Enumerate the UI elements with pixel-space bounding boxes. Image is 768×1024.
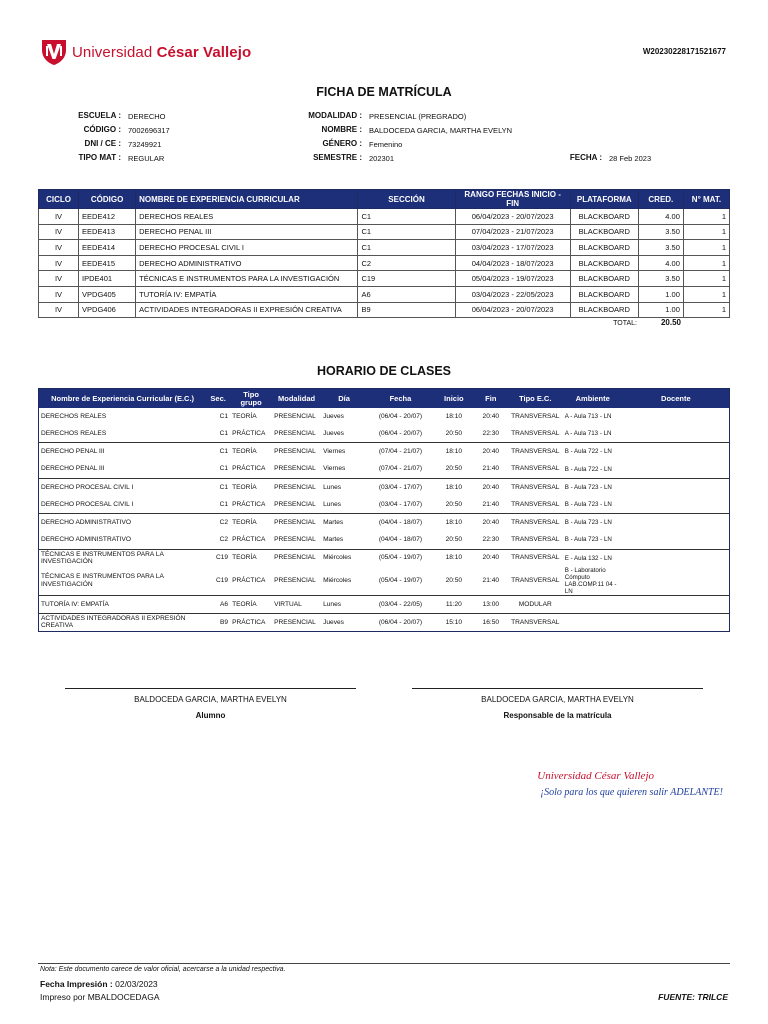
schedule-col-header: Inicio [434, 389, 474, 409]
enrollment-cell: TÉCNICAS E INSTRUMENTOS PARA LA INVESTIGACIÓN [136, 271, 358, 287]
schedule-table [38, 388, 730, 632]
schedule-cell: (05/04 - 19/07) [367, 549, 434, 567]
schedule-cell: MODULAR [508, 595, 563, 613]
schedule-cell: Miércoles [321, 549, 367, 567]
enrollment-cell: 06/04/2023 - 20/07/2023 [455, 209, 570, 225]
enrollment-cell: DERECHO PENAL III [136, 224, 358, 240]
schedule-cell: TRANSVERSAL [511, 465, 560, 473]
fecha-label: FECHA : [569, 153, 602, 162]
enrollment-cell: C2 [358, 255, 455, 271]
schedule-cell: PRÁCTICA [232, 576, 266, 584]
schedule-cell: TRANSVERSAL [508, 514, 563, 532]
schedule-cell: 11:20 [434, 595, 474, 613]
schedule-cell: Lunes [323, 500, 342, 508]
schedule-col-header: Sec. [206, 389, 230, 409]
enrollment-cell: IV [39, 302, 79, 318]
schedule-col-header: Tipo E.C. [508, 389, 563, 409]
schedule-cell: TÉCNICAS E INSTRUMENTOS PARA LA INVESTIGACIÓN [41, 573, 164, 588]
schedule-cell: 20:50 [445, 536, 463, 544]
enrollment-col-header: CRED. [638, 190, 683, 209]
schedule-cell: PRESENCIAL [272, 549, 321, 567]
schedule-col-header: Nombre de Experiencia Curricular (E.C.) [39, 389, 207, 409]
schedule-row [39, 478, 730, 496]
schedule-cell [623, 496, 730, 514]
schedule-cell: (07/04 - 21/07) [378, 465, 423, 473]
enrollment-cell: 1 [683, 302, 729, 318]
schedule-cell: C1 [206, 443, 230, 461]
schedule-cell: TRANSVERSAL [511, 536, 560, 544]
enrollment-row [39, 255, 730, 271]
schedule-cell: C19 [216, 576, 229, 584]
nombre-label: NOMBRE : [321, 125, 362, 134]
enrollment-cell: 3.50 [638, 224, 683, 240]
student-signature-role: Alumno [195, 711, 226, 720]
schedule-cell [623, 595, 730, 613]
schedule-cell: Jueves [323, 412, 344, 420]
responsible-signature-line [412, 688, 703, 689]
enrollment-cell: 1 [683, 286, 729, 302]
enrollment-cell: BLACKBOARD [570, 286, 638, 302]
genero-label: GÉNERO : [322, 139, 362, 148]
schedule-body [39, 408, 730, 632]
schedule-col-header: Día [321, 389, 367, 409]
schedule-cell: DERECHO PENAL III [41, 465, 105, 473]
schedule-cell: ACTIVIDADES INTEGRADORAS II EXPRESIÓN CREATIVA [39, 613, 207, 631]
schedule-cell: TEORÍA [230, 549, 272, 567]
enrollment-row [39, 271, 730, 287]
schedule-cell: 20:40 [474, 549, 508, 567]
enrollment-col-header: PLATAFORMA [570, 190, 638, 209]
schedule-cell [623, 567, 730, 596]
schedule-row [39, 567, 730, 596]
schedule-row [39, 425, 730, 443]
schedule-cell: Miércoles [323, 576, 352, 584]
schedule-cell: (06/04 - 20/07) [378, 412, 423, 420]
schedule-cell: B - Aula 723 - LN [563, 478, 623, 496]
genero-value: Femenino [369, 140, 403, 149]
schedule-cell: PRESENCIAL [274, 536, 316, 544]
university-slogan: ¡Solo para los que quieren salir ADELANTE! [540, 787, 723, 798]
schedule-cell: A - Aula 713 - LN [564, 430, 612, 438]
schedule-cell: PRÁCTICA [230, 613, 272, 631]
schedule-cell: 21:40 [482, 576, 500, 584]
schedule-cell: DERECHOS REALES [41, 430, 107, 438]
schedule-cell: 20:40 [474, 443, 508, 461]
enrollment-cell: 1.00 [638, 286, 683, 302]
print-date-value: 02/03/2023 [112, 979, 158, 989]
schedule-cell: B - Aula 723 - LN [563, 514, 623, 532]
enrollment-cell: 03/04/2023 - 22/05/2023 [455, 286, 570, 302]
schedule-cell: C1 [206, 478, 230, 496]
enrollment-cell: EEDE415 [79, 255, 136, 271]
enrollment-cell: 1.00 [638, 302, 683, 318]
schedule-cell: TRANSVERSAL [511, 500, 560, 508]
schedule-cell: PRESENCIAL [274, 576, 316, 584]
schedule-cell: TÉCNICAS E INSTRUMENTOS PARA LA INVESTIGACIÓN [39, 549, 207, 567]
student-signature-name: BALDOCEDA GARCIA, MARTHA EVELYN [134, 695, 287, 704]
enrollment-cell: 03/04/2023 - 17/07/2023 [455, 240, 570, 256]
enrollment-cell: IV [39, 255, 79, 271]
schedule-cell: (03/04 - 17/07) [367, 478, 434, 496]
schedule-cell: 13:00 [474, 595, 508, 613]
schedule-cell: 22:30 [482, 536, 500, 544]
schedule-cell: TEORÍA [230, 478, 272, 496]
enrollment-cell: 05/04/2023 - 19/07/2023 [455, 271, 570, 287]
enrollment-cell: 3.50 [638, 271, 683, 287]
schedule-cell: B - Aula 722 - LN [563, 443, 623, 461]
enrollment-cell: 4.00 [638, 255, 683, 271]
schedule-cell: TEORÍA [230, 443, 272, 461]
enrollment-cell: BLACKBOARD [570, 302, 638, 318]
schedule-cell: 18:10 [434, 514, 474, 532]
schedule-row [39, 443, 730, 461]
enrollment-cell: B9 [358, 302, 455, 318]
schedule-cell: B - Aula 722 - LN [564, 465, 612, 473]
university-logo [40, 38, 251, 66]
schedule-cell: 16:50 [474, 613, 508, 631]
enrollment-cell: C1 [358, 209, 455, 225]
schedule-cell [623, 461, 730, 479]
schedule-cell: PRESENCIAL [274, 500, 316, 508]
schedule-cell: 18:10 [434, 443, 474, 461]
total-label: TOTAL: [613, 320, 637, 327]
enrollment-cell: 04/04/2023 - 18/07/2023 [455, 255, 570, 271]
enrollment-cell: DERECHO ADMINISTRATIVO [136, 255, 358, 271]
schedule-cell [623, 549, 730, 567]
schedule-cell: TRANSVERSAL [508, 549, 563, 567]
schedule-cell: C19 [206, 549, 230, 567]
enrollment-cell: ACTIVIDADES INTEGRADORAS II EXPRESIÓN CREATIVA [136, 302, 358, 318]
enrollment-body [39, 209, 730, 318]
schedule-cell: 20:50 [445, 576, 463, 584]
enrollment-row [39, 209, 730, 225]
enrollment-cell: DERECHO PROCESAL CIVIL I [136, 240, 358, 256]
enrollment-cell: 07/04/2023 - 21/07/2023 [455, 224, 570, 240]
enrollment-cell: IV [39, 209, 79, 225]
schedule-cell: Martes [323, 536, 344, 544]
enrollment-cell: EEDE414 [79, 240, 136, 256]
schedule-cell: TRANSVERSAL [508, 443, 563, 461]
dni-value: 73249921 [128, 140, 162, 149]
enrollment-cell: 3.50 [638, 240, 683, 256]
schedule-cell: Lunes [321, 478, 367, 496]
enrollment-row [39, 240, 730, 256]
enrollment-cell: A6 [358, 286, 455, 302]
codigo-label: CÓDIGO : [83, 125, 121, 134]
schedule-cell [623, 425, 730, 443]
schedule-cell: TUTORÍA IV: EMPATÍA [39, 595, 207, 613]
tipomat-value: REGULAR [128, 154, 165, 163]
schedule-col-header: Docente [623, 389, 730, 409]
schedule-cell: (05/04 - 19/07) [378, 576, 423, 584]
schedule-cell: DERECHO ADMINISTRATIVO [39, 514, 207, 532]
responsible-signature-name: BALDOCEDA GARCIA, MARTHA EVELYN [481, 695, 634, 704]
schedule-cell: Lunes [321, 595, 367, 613]
enrollment-cell: IV [39, 224, 79, 240]
schedule-cell: 18:10 [445, 412, 463, 420]
enrollment-cell: VPDG406 [79, 302, 136, 318]
schedule-cell: C1 [219, 465, 229, 473]
schedule-row [39, 408, 730, 425]
enrollment-col-header: CÓDIGO [79, 190, 136, 209]
schedule-cell: A6 [206, 595, 230, 613]
enrollment-cell: TUTORÍA IV: EMPATÍA [136, 286, 358, 302]
schedule-cell: 20:50 [445, 430, 463, 438]
enrollment-cell: C1 [358, 224, 455, 240]
schedule-cell: 20:40 [474, 478, 508, 496]
schedule-cell [623, 478, 730, 496]
enrollment-cell: EEDE412 [79, 209, 136, 225]
schedule-cell: DERECHO PROCESAL CIVIL I [39, 478, 207, 496]
schedule-cell: TRANSVERSAL [508, 478, 563, 496]
schedule-cell: PRÁCTICA [232, 500, 266, 508]
enrollment-col-header: RANGO FECHAS INICIO - FIN [455, 190, 570, 209]
schedule-cell: Martes [321, 514, 367, 532]
enrollment-row [39, 302, 730, 318]
schedule-header-row [39, 389, 730, 409]
schedule-cell: PRESENCIAL [272, 443, 321, 461]
schedule-col-header: Modalidad [272, 389, 321, 409]
schedule-row [39, 531, 730, 549]
printed-by: Impreso por MBALDOCEDAGA [40, 992, 160, 1002]
enrollment-cell: IPDE401 [79, 271, 136, 287]
schedule-cell [623, 514, 730, 532]
schedule-cell: (04/04 - 18/07) [367, 514, 434, 532]
schedule-cell: (07/04 - 21/07) [367, 443, 434, 461]
schedule-cell: PRESENCIAL [272, 613, 321, 631]
schedule-cell: DERECHOS REALES [41, 412, 107, 420]
schedule-cell [623, 408, 730, 425]
schedule-cell: B - Aula 723 - LN [564, 501, 612, 509]
enrollment-col-header: SECCIÓN [358, 190, 455, 209]
schedule-row [39, 595, 730, 613]
enrollment-cell: VPDG405 [79, 286, 136, 302]
schedule-cell: TEORÍA [230, 595, 272, 613]
dni-label: DNI / CE : [84, 139, 121, 148]
schedule-cell [563, 595, 623, 613]
schedule-col-header: Tipo grupo [230, 389, 272, 409]
schedule-cell: PRESENCIAL [274, 412, 316, 420]
schedule-cell: C1 [219, 412, 229, 420]
schedule-row [39, 514, 730, 532]
schedule-row [39, 549, 730, 567]
schedule-cell: DERECHO PENAL III [39, 443, 207, 461]
schedule-cell: PRESENCIAL [274, 465, 316, 473]
schedule-cell: B - Laboratorio Cómputo LAB.COMP.11 04 - LN [564, 566, 617, 595]
ucv-shield-icon [40, 38, 68, 66]
schedule-col-header: Fecha [367, 389, 434, 409]
schedule-cell: (03/04 - 22/05) [367, 595, 434, 613]
schedule-cell: A - Aula 713 - LN [564, 413, 612, 421]
schedule-cell: PRÁCTICA [232, 465, 266, 473]
enrollment-cell: C19 [358, 271, 455, 287]
modalidad-label: MODALIDAD : [308, 111, 362, 120]
schedule-cell: 22:30 [482, 430, 500, 438]
escuela-value: DERECHO [128, 112, 166, 121]
enrollment-row [39, 286, 730, 302]
schedule-cell: 21:40 [482, 465, 500, 473]
enrollment-cell: 1 [683, 271, 729, 287]
schedule-cell: Jueves [321, 613, 367, 631]
codigo-value: 7002696317 [128, 126, 170, 135]
schedule-cell: PRÁCTICA [232, 536, 266, 544]
print-date-label: Fecha Impresión : [40, 979, 113, 989]
schedule-cell: PRESENCIAL [274, 430, 316, 438]
enrollment-cell: BLACKBOARD [570, 255, 638, 271]
enrollment-cell: 4.00 [638, 209, 683, 225]
enrollment-cell: 1 [683, 209, 729, 225]
schedule-cell [623, 443, 730, 461]
enrollment-cell: DERECHOS REALES [136, 209, 358, 225]
schedule-col-header: Ambiente [563, 389, 623, 409]
schedule-cell: 20:40 [474, 514, 508, 532]
schedule-cell: (03/04 - 17/07) [378, 500, 423, 508]
total-credits: 20.50 [660, 318, 681, 327]
schedule-cell: DERECHO ADMINISTRATIVO [41, 536, 132, 544]
schedule-cell: C2 [219, 536, 229, 544]
enrollment-cell: BLACKBOARD [570, 271, 638, 287]
schedule-cell: C2 [206, 514, 230, 532]
schedule-cell [563, 613, 623, 631]
enrollment-col-header: CICLO [39, 190, 79, 209]
schedule-cell: 18:10 [434, 549, 474, 567]
schedule-cell: 21:40 [482, 500, 500, 508]
schedule-cell: PRESENCIAL [272, 514, 321, 532]
schedule-cell [623, 531, 730, 549]
schedule-cell: TRANSVERSAL [511, 576, 560, 584]
schedule-cell: E - Aula 132 - LN [563, 549, 623, 567]
schedule-cell: DERECHO PROCESAL CIVIL I [41, 500, 134, 508]
enrollment-cell: BLACKBOARD [570, 209, 638, 225]
schedule-cell: Jueves [323, 430, 344, 438]
tipomat-label: TIPO MAT : [78, 153, 121, 162]
schedule-row [39, 613, 730, 631]
schedule-cell [623, 613, 730, 631]
enrollment-cell: IV [39, 240, 79, 256]
schedule-cell: TRANSVERSAL [511, 412, 560, 420]
schedule-cell: TRANSVERSAL [511, 430, 560, 438]
schedule-cell: Viernes [321, 443, 367, 461]
page-title: FICHA DE MATRÍCULA [316, 85, 452, 99]
enrollment-cell: IV [39, 271, 79, 287]
enrollment-col-header: NOMBRE DE EXPERIENCIA CURRICULAR [136, 190, 358, 209]
escuela-label: ESCUELA : [78, 111, 121, 120]
enrollment-cell: EEDE413 [79, 224, 136, 240]
enrollment-cell: BLACKBOARD [570, 240, 638, 256]
enrollment-col-header: N° MAT. [683, 190, 729, 209]
schedule-cell: (06/04 - 20/07) [378, 430, 423, 438]
schedule-cell: 18:10 [434, 478, 474, 496]
document-code: W20230228171521677 [642, 47, 726, 56]
schedule-title: HORARIO DE CLASES [316, 364, 452, 378]
schedule-cell: (04/04 - 18/07) [378, 536, 423, 544]
enrollment-cell: 1 [683, 255, 729, 271]
schedule-cell: TEORÍA [232, 412, 257, 420]
schedule-cell: TRANSVERSAL [508, 613, 563, 631]
source-label: FUENTE: TRILCE [658, 992, 728, 1002]
modalidad-value: PRESENCIAL (PREGRADO) [369, 112, 467, 121]
schedule-cell: 15:10 [434, 613, 474, 631]
nombre-value: BALDOCEDA GARCIA, MARTHA EVELYN [369, 126, 513, 135]
responsible-signature-role: Responsable de la matrícula [503, 711, 612, 720]
schedule-cell: 20:50 [445, 465, 463, 473]
print-date [40, 979, 158, 989]
enrollment-cell: C1 [358, 240, 455, 256]
enrollment-cell: 1 [683, 224, 729, 240]
schedule-cell: PRESENCIAL [272, 478, 321, 496]
schedule-row [39, 461, 730, 479]
schedule-cell: 20:50 [445, 500, 463, 508]
schedule-cell: TEORÍA [230, 514, 272, 532]
schedule-cell: B - Aula 723 - LN [564, 536, 612, 544]
enrollment-table [38, 189, 730, 318]
semestre-value: 202301 [369, 154, 395, 163]
footer-note: Nota: Este documento carece de valor oficial, acercarse a la unidad respectiva. [40, 966, 286, 973]
student-signature-line [65, 688, 356, 689]
schedule-cell: B9 [206, 613, 230, 631]
fecha-value: 28 Feb 2023 [609, 154, 652, 163]
schedule-cell: Viernes [323, 465, 346, 473]
schedule-cell: (06/04 - 20/07) [367, 613, 434, 631]
enrollment-cell: BLACKBOARD [570, 224, 638, 240]
schedule-row [39, 496, 730, 514]
schedule-cell: C1 [219, 500, 229, 508]
footer-divider [38, 963, 730, 964]
semestre-label: SEMESTRE : [313, 153, 362, 162]
enrollment-cell: 06/04/2023 - 20/07/2023 [455, 302, 570, 318]
enrollment-header-row [39, 190, 730, 209]
enrollment-cell: IV [39, 286, 79, 302]
enrollment-row [39, 224, 730, 240]
schedule-cell: VIRTUAL [272, 595, 321, 613]
brand-name: Universidad César Vallejo [72, 43, 252, 61]
enrollment-cell: 1 [683, 240, 729, 256]
schedule-cell: PRÁCTICA [232, 430, 266, 438]
university-wordmark: Universidad César Vallejo [537, 770, 654, 782]
schedule-cell: C1 [219, 430, 229, 438]
schedule-cell: 20:40 [482, 412, 500, 420]
schedule-col-header: Fin [474, 389, 508, 409]
